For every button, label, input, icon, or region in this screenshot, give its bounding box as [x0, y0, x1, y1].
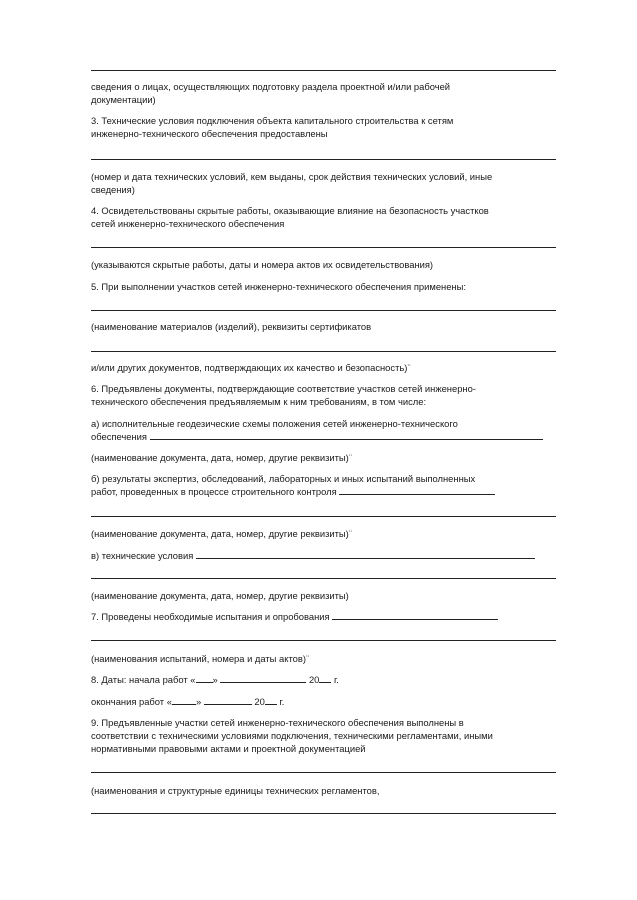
- section-6b-note: (наименование документа, дата, номер, другие реквизиты)$^{^{11}}$: [91, 528, 353, 539]
- section-3-note-1: (номер и дата технических условий, кем выданы, срок действия технических условий, иные: [91, 171, 493, 182]
- blank-line: [91, 578, 556, 579]
- section-6c-line: в) технические условия: [91, 550, 557, 563]
- section-9-line-3: нормативными правовыми актами и проектной документацией: [91, 743, 366, 754]
- section-5-line: 5. При выполнении участков сетей инженерно-технического обеспечения применены:: [91, 281, 466, 292]
- fill-line: [196, 682, 213, 683]
- section-6a-line-2: обеспечения: [91, 431, 557, 444]
- section-7-note: (наименования испытаний, номера и даты актов)$^{^{11}}$: [91, 653, 310, 664]
- fill-line: [204, 704, 252, 705]
- fill-line: [339, 494, 495, 495]
- section-6b-line-2: работ, проведенных в процессе строительного контроля: [91, 486, 557, 499]
- section-8-start-date: 8. Даты: начала работ « » 20 г.: [91, 674, 339, 685]
- section-5-note-1: (наименование материалов (изделий), реквизиты сертификатов: [91, 321, 372, 332]
- section-9-note: (наименования и структурные единицы технических регламентов,: [91, 785, 380, 796]
- blank-line: [91, 772, 556, 773]
- blank-line: [91, 310, 556, 311]
- section-8-end-date: окончания работ « » 20 г.: [91, 696, 285, 707]
- section-9-line-2: соответствии с техническими условиями подключения, техническими регламентами, иными: [91, 730, 493, 741]
- fill-line: [196, 558, 535, 559]
- section-9-line-1: 9. Предъявленные участки сетей инженерно-технического обеспечения выполнены в: [91, 717, 464, 728]
- fill-line: [319, 682, 331, 683]
- section-6c-note: (наименование документа, дата, номер, другие реквизиты): [91, 590, 349, 601]
- footnote-ref: ¹¹: [305, 653, 310, 660]
- blank-line: [91, 351, 556, 352]
- footnote-ref: ¹¹: [348, 452, 353, 459]
- section-7-line: 7. Проведены необходимые испытания и опробования: [91, 611, 557, 624]
- section-3-note-2: сведения): [91, 184, 135, 195]
- blank-line: [91, 516, 556, 517]
- section-4-note: (указываются скрытые работы, даты и номера актов их освидетельствования): [91, 259, 434, 270]
- blank-line: [91, 247, 556, 248]
- blank-line: [91, 159, 556, 160]
- section-4-line-2: сетей инженерно-технического обеспечения: [91, 218, 285, 229]
- fill-line: [265, 704, 277, 705]
- lead-note-line-2: документации): [91, 94, 156, 105]
- section-4-line-1: 4. Освидетельствованы скрытые работы, оказывающие влияние на безопасность участков: [91, 205, 489, 216]
- section-6-line-2: технического обеспечения предъявляемым к ним требованиям, в том числе:: [91, 396, 427, 407]
- footnote-ref: ¹¹: [348, 528, 353, 535]
- section-6a-line-1: а) исполнительные геодезические схемы положения сетей инженерно-технического: [91, 418, 458, 429]
- section-5-note-2: и/или других документов, подтверждающих их качество и безопасность)$^{^{11}}$: [91, 362, 411, 373]
- section-3-line-2: инженерно-технического обеспечения предоставлены: [91, 128, 328, 139]
- blank-line: [91, 640, 556, 641]
- section-6b-line-1: б) результаты экспертиз, обследований, лабораторных и иных испытаний выполненных: [91, 473, 476, 484]
- fill-line: [172, 704, 196, 705]
- footnote-ref: ¹¹: [407, 362, 411, 369]
- section-3-line-1: 3. Технические условия подключения объекта капитального строительства к сетям: [91, 115, 454, 126]
- blank-line: [91, 813, 556, 814]
- fill-line: [150, 439, 543, 440]
- section-6a-note: (наименование документа, дата, номер, другие реквизиты)$^{^{11}}$: [91, 452, 353, 463]
- fill-line: [220, 682, 306, 683]
- fill-line: [332, 619, 498, 620]
- blank-line: [91, 70, 556, 71]
- section-6-line-1: 6. Предъявлены документы, подтверждающие соответствие участков сетей инженерно-: [91, 383, 476, 394]
- lead-note-line-1: сведения о лицах, осуществляющих подготовку раздела проектной и/или рабочей: [91, 81, 451, 92]
